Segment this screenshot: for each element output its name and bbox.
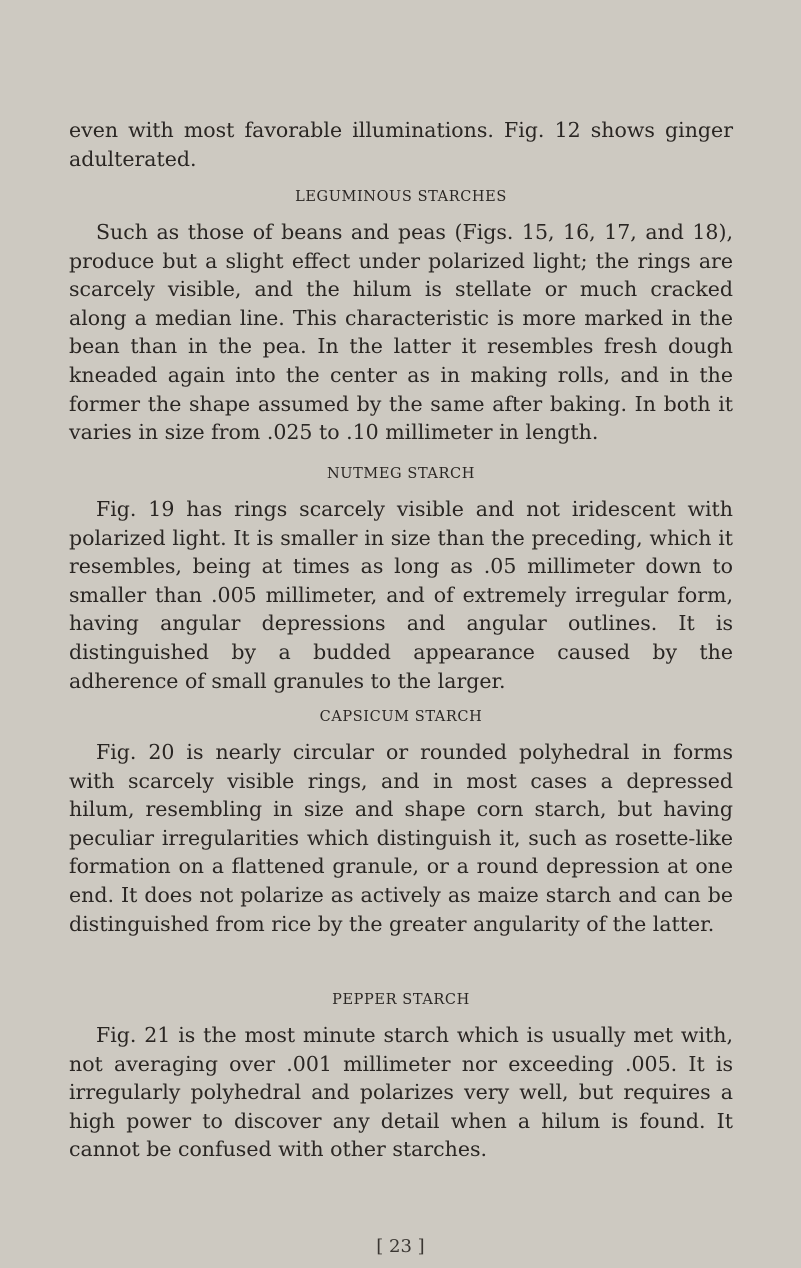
section-body-pepper: Fig. 21 is the most minute starch which is usually met with, not averaging over .001 millimeter nor exceeding .005. It is irregularly polyhedral and polarizes very well, but requires a high power to discover any detail when a hilum is found. It cannot be confused with other starches.	[69, 1023, 733, 1162]
opening-paragraph: even with most favorable illuminations. Fig. 12 shows ginger adulterated.	[69, 118, 733, 171]
section-heading-nutmeg: NUTMEG STARCH	[327, 466, 475, 482]
section-heading-leguminous: LEGUMINOUS STARCHES	[295, 189, 507, 205]
section-heading-pepper: PEPPER STARCH	[332, 992, 470, 1008]
section-body-capsicum: Fig. 20 is nearly circular or rounded polyhedral in forms with scarcely visible rings, and in most cases a depressed hilum, resembling in size and shape corn starch, but having peculiar irregularities which distinguish it, such as rosette-like formation on a flattened granule, or a round depression at one end. It does not polarize as actively as maize starch and can be distinguished from rice by the greater angularity of the latter.	[69, 740, 733, 936]
section-body-leguminous: Such as those of beans and peas (Figs. 15, 16, 17, and 18), produce but a slight effect under polarized light; the rings are scarcely visible, and the hilum is stellate or much cracked along a median line. This characteristic is more marked in the bean than in the pea. In the latter it resembles fresh dough kneaded again into the center as in making rolls, and in the former the shape assumed by the same after baking. In both it varies in size from .025 to .10 millimeter in length.	[69, 220, 733, 445]
page-number: [ 23 ]	[376, 1236, 425, 1257]
section-body-nutmeg: Fig. 19 has rings scarcely visible and not iridescent with polarized light. It is smaller in size than the preceding, which it resembles, being at times as long as .05 millimeter down to smaller than .005 millimeter, and of extremely irregular form, having angular depressions and angular outlines. It is distinguished by a budded appearance caused by the adherence of small granules to the larger.	[69, 497, 733, 693]
section-heading-capsicum: CAPSICUM STARCH	[319, 709, 483, 725]
